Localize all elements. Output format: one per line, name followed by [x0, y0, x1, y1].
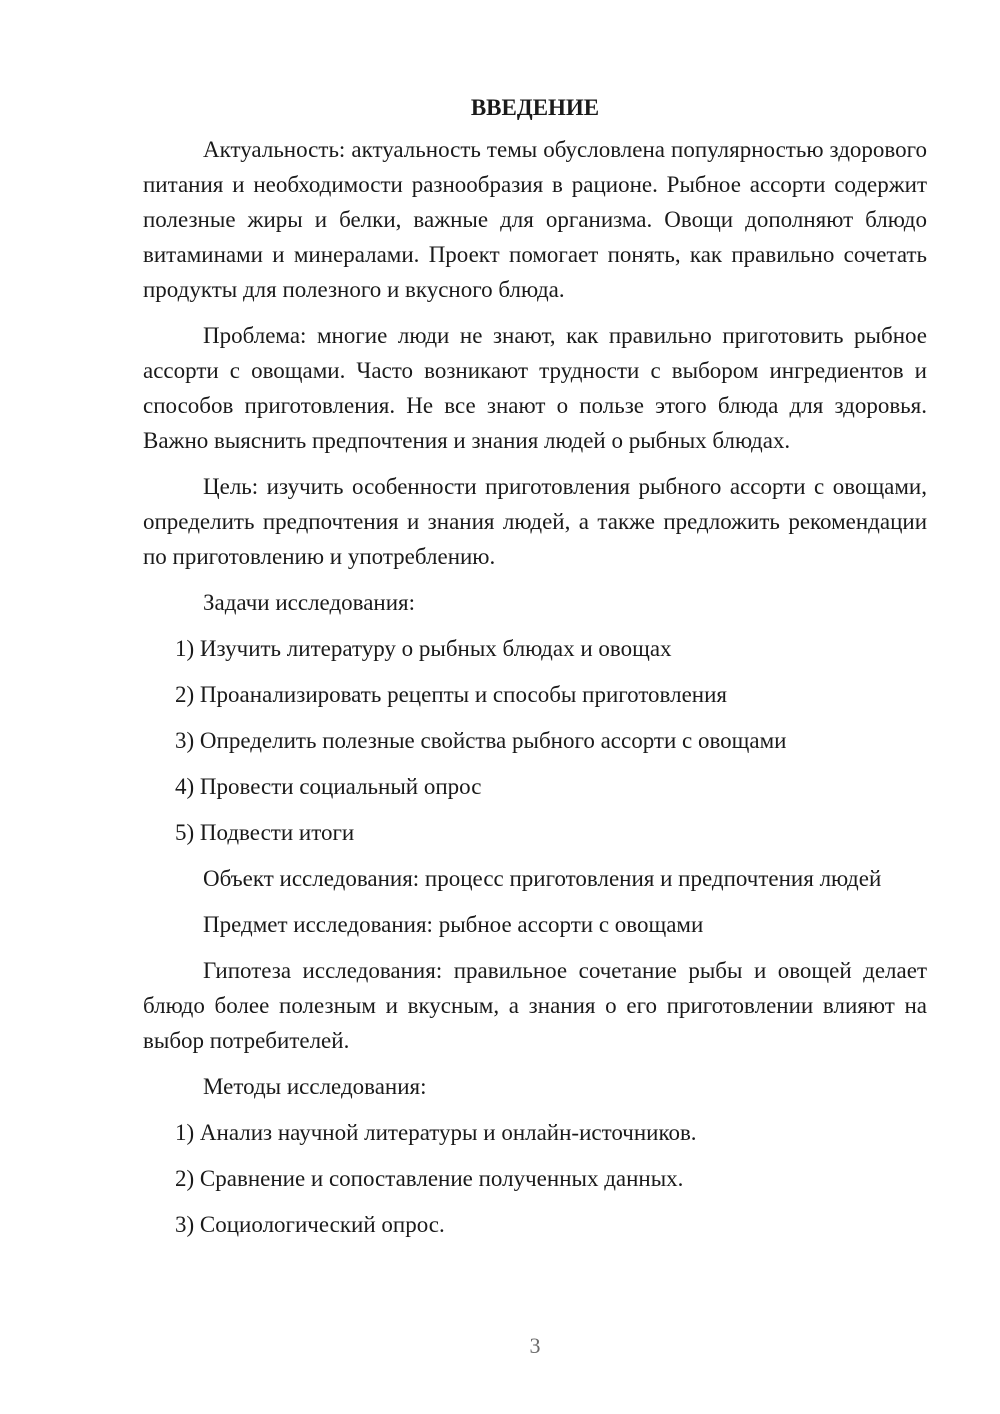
- relevance-paragraph: Актуальность: актуальность темы обусловлена популярностью здорового питания и необходимости разнообразия в рационе. Рыбное ассорти содержит полезные жиры и белки, важные для организма. Овощи дополняют блюдо витаминами и минералами. Проект помогает понять, как правильно сочетать продукты для полезного и вкусного блюда.: [143, 137, 927, 302]
- goal-paragraph: Цель: изучить особенности приготовления рыбного ассорти с овощами, определить предпочтения и знания людей, а также предложить рекомендации по приготовлению и употреблению.: [143, 474, 927, 569]
- task-item: 5) Подвести итоги: [175, 820, 355, 845]
- hypothesis-paragraph: Гипотеза исследования: правильное сочетание рыбы и овощей делает блюдо более полезным и вкусным, а знания о его приготовлении влияют на выбор потребителей.: [143, 958, 927, 1053]
- subject-paragraph: Предмет исследования: рыбное ассорти с овощами: [203, 912, 704, 937]
- page-number: 3: [529, 1333, 541, 1358]
- problem-paragraph: Проблема: многие люди не знают, как правильно приготовить рыбное ассорти с овощами. Часто возникают трудности с выбором ингредиентов и способов приготовления. Не все знают о пользе этого блюда для здоровья. Важно выяснить предпочтения и знания людей о рыбных блюдах.: [143, 323, 927, 453]
- page-content: [143, 90, 927, 1253]
- task-item: 4) Провести социальный опрос: [175, 774, 482, 799]
- task-item: 3) Определить полезные свойства рыбного ассорти с овощами: [175, 728, 787, 753]
- method-item: 2) Сравнение и сопоставление полученных данных.: [175, 1166, 684, 1191]
- methods-heading: Методы исследования:: [203, 1074, 427, 1099]
- task-item: 2) Проанализировать рецепты и способы приготовления: [175, 682, 727, 707]
- task-item: 1) Изучить литературу о рыбных блюдах и овощах: [175, 636, 672, 661]
- section-title: ВВЕДЕНИЕ: [470, 95, 600, 120]
- method-item: 1) Анализ научной литературы и онлайн-источников.: [175, 1120, 697, 1145]
- method-item: 3) Социологический опрос.: [175, 1212, 445, 1237]
- tasks-heading: Задачи исследования:: [203, 590, 416, 615]
- object-paragraph: Объект исследования: процесс приготовления и предпочтения людей: [203, 866, 882, 891]
